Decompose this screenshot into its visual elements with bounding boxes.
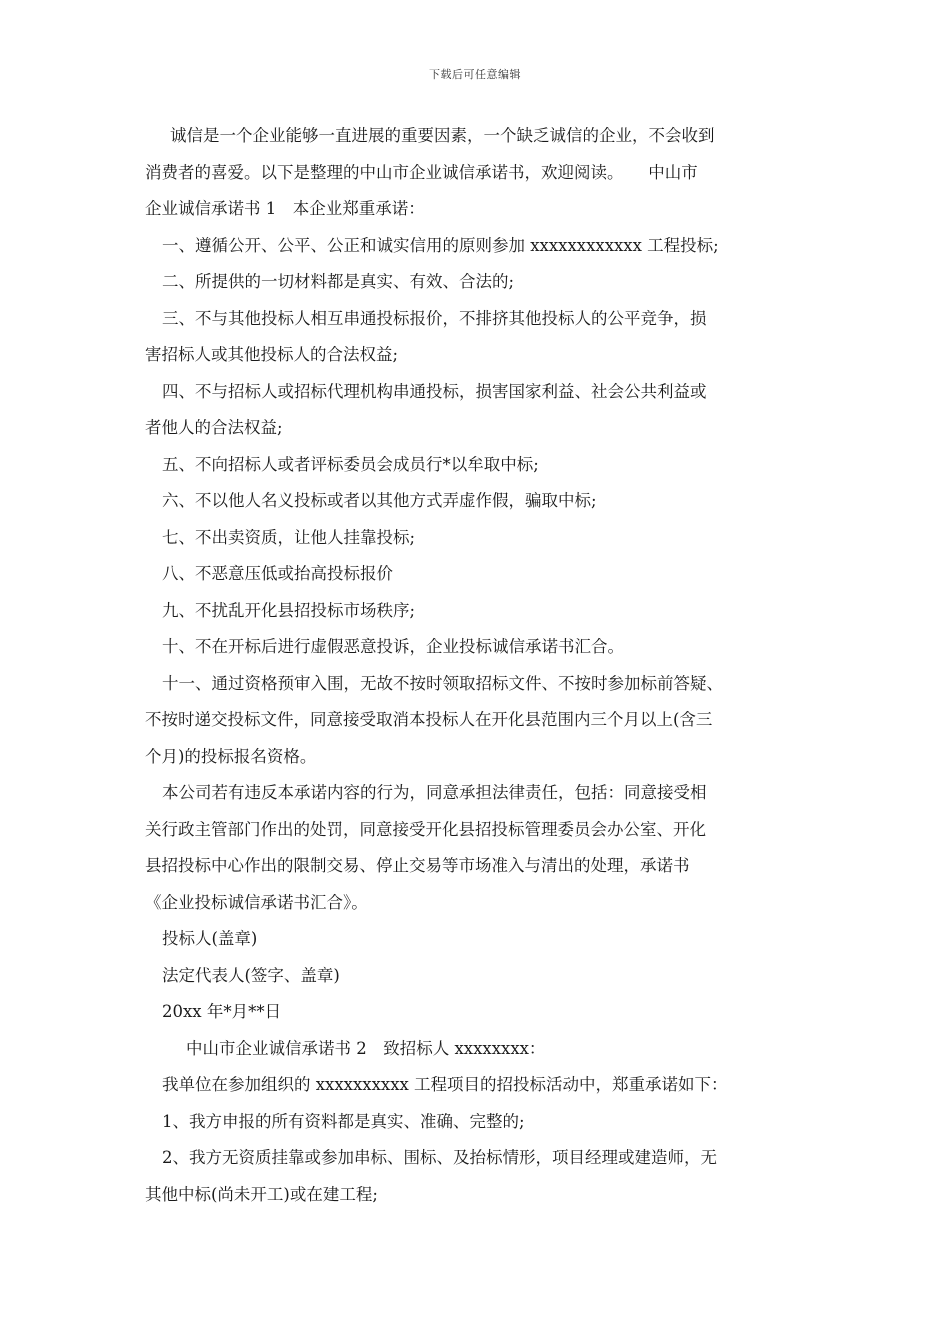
paragraph-line: 县招投标中心作出的限制交易、停止交易等市场准入与清出的处理，承诺书 (145, 856, 690, 875)
paragraph-line: 中山市企业诚信承诺书 2 致招标人 xxxxxxxx： (186, 1038, 546, 1058)
paragraph-line: 八、不恶意压低或抬高投标报价 (162, 564, 393, 583)
paragraph-line: 投标人(盖章) (162, 929, 258, 948)
paragraph-line: 九、不扰乱开化县招投标市场秩序; (162, 600, 416, 620)
header-note: 下载后可任意编辑 (429, 68, 521, 81)
paragraph-line: 《企业投标诚信承诺书汇合》。 (145, 892, 368, 912)
paragraph-line: 十一、通过资格预审入围，无故不按时领取招标文件、不按时参加标前答疑、 (162, 673, 723, 693)
paragraph-line: 消费者的喜爱。以下是整理的中山市企业诚信承诺书，欢迎阅读。 中山市 (145, 162, 698, 182)
paragraph-line: 个月)的投标报名资格。 (145, 746, 317, 766)
paragraph-line: 关行政主管部门作出的处罚，同意接受开化县招投标管理委员会办公室、开化 (145, 819, 706, 839)
paragraph-line: 一、遵循公开、公平、公正和诚实信用的原则参加 xxxxxxxxxxxx 工程投标; (162, 235, 719, 255)
paragraph-line: 害招标人或其他投标人的合法权益; (145, 345, 399, 364)
document-body (145, 118, 820, 1213)
paragraph-line: 诚信是一个企业能够一直进展的重要因素，一个缺乏诚信的企业，不会收到 (170, 126, 715, 145)
paragraph-line: 其他中标(尚未开工)或在建工程; (145, 1184, 378, 1204)
paragraph-line: 法定代表人(签字、盖章) (162, 965, 340, 985)
paragraph-line: 20xx 年*月**日 (162, 1002, 282, 1021)
paragraph-line: 二、所提供的一切材料都是真实、有效、合法的; (162, 272, 515, 291)
paragraph-line: 三、不与其他投标人相互串通投标报价，不排挤其他投标人的公平竞争，损 (162, 308, 707, 328)
paragraph-line: 企业诚信承诺书 1 本企业郑重承诺： (145, 199, 425, 218)
paragraph-line: 1、我方申报的所有资料都是真实、准确、完整的; (162, 1111, 525, 1131)
paragraph-line: 者他人的合法权益; (145, 418, 283, 437)
paragraph-line: 不按时递交投标文件，同意接受取消本投标人在开化县范围内三个月以上(含三 (145, 710, 713, 729)
paragraph-line: 2、我方无资质挂靠或参加串标、围标、及抬标情形，项目经理或建造师，无 (162, 1148, 717, 1167)
paragraph-line: 五、不向招标人或者评标委员会成员行*以牟取中标; (162, 454, 539, 474)
paragraph-line: 七、不出卖资质，让他人挂靠投标; (162, 527, 416, 547)
paragraph-line: 本公司若有违反本承诺内容的行为，同意承担法律责任，包括：同意接受相 (162, 783, 707, 802)
paragraph-line: 四、不与招标人或招标代理机构串通投标，损害国家利益、社会公共利益或 (162, 381, 707, 401)
paragraph-line: 六、不以他人名义投标或者以其他方式弄虚作假，骗取中标; (162, 491, 597, 510)
paragraph-line: 十、不在开标后进行虚假恶意投诉，企业投标诚信承诺书汇合。 (162, 637, 624, 656)
paragraph-line: 我单位在参加组织的 xxxxxxxxxx 工程项目的招投标活动中，郑重承诺如下： (162, 1075, 728, 1094)
